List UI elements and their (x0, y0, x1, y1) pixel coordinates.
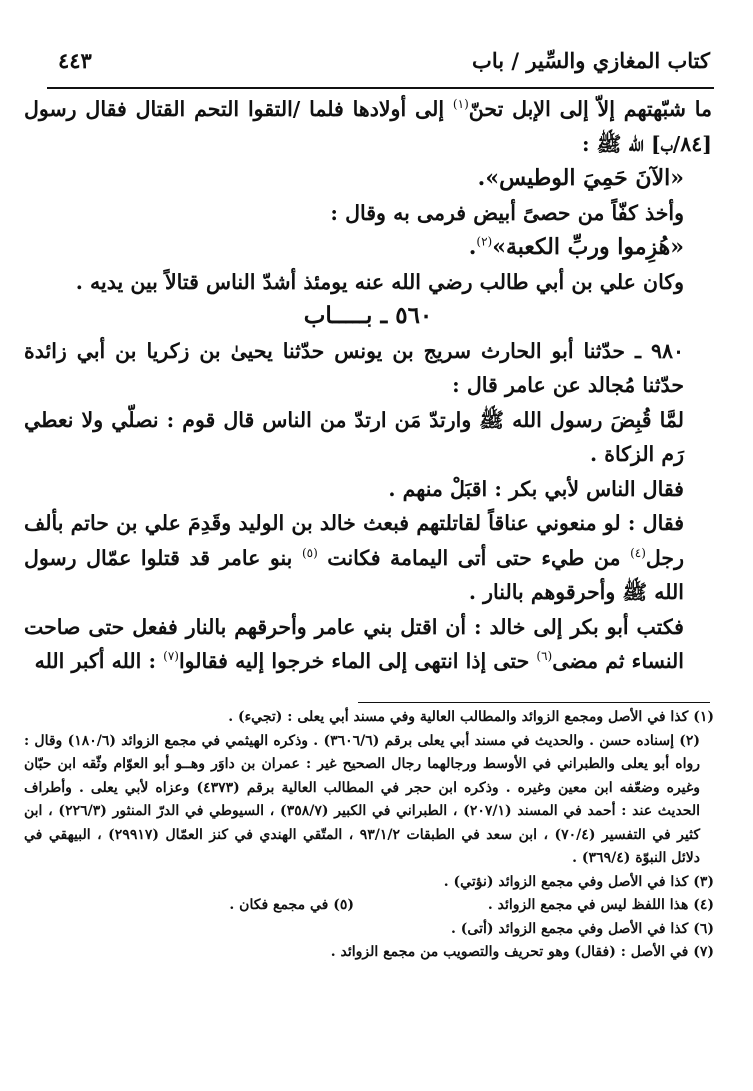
footnotes (24, 706, 714, 965)
footnote-4: (٤) هذا اللفظ ليس في مجمع الزوائد . (487, 897, 714, 913)
footnote-ref: (٢) (476, 234, 493, 249)
footnote-ref: (٧) (163, 649, 179, 664)
running-title: كتاب المغازي والسِّير / باب (472, 48, 710, 73)
footnote-ref: (١) (452, 97, 469, 112)
footnote-divider (358, 702, 710, 703)
paragraph: لمَّا قُبِضَ رسول الله ﷺ وارتدّ مَن ارتدّ من الناس قال قوم : نصلّي ولا نعطي رَم الزكاة . (24, 407, 684, 466)
footnote-5: (٥) في مجمع فكان . (229, 897, 354, 913)
paragraph: ما شبّهتهم إلاّ إلى الإبل تحنّ$^{(١)}$ إلى أولادها فلما /التقوا التحم القتال فقال رسول [٨٤/ب] الله ﷺ : (24, 97, 712, 156)
footnote-6: (٦) كذا في الأصل وفي مجمع الزوائد (أتى) . (451, 920, 714, 937)
footnote-ref: (٤) (630, 545, 646, 560)
hadith-quote: «هُزِموا وربِّ الكعبة»$^{(٢)}$. (468, 234, 684, 260)
footnote-2: (٢) إسناده حسن . والحديث في مسند أبي يعلى برقم (٣٦٠٦/٦) . وذكره الهيثمي في مجمع الزوائد (١٨٠/٦) وقال : رواه أبو يعلى والطبراني في الأوسط ورجالهما رجال الصحيح غير : عمران بن داوَر وهــو أبو العوّام وثّقه ابن حبّان وغيره وضعّفه ابن معين وغيره . وذكره ابن حجر في المطالب العالية برقم (٤٣٧٣) وعزاه لأبي يعلى . وأطراف الحديث عند : أحمد في المسند (٢٠٧/١) ، الطبراني في الكبير (٣٥٨/٧) ، السيوطي في الدرّ المنثور (٢٢٦/٣) ، ابن كثير في التفسير (٧٠/٤) ، ابن سعد في الطبقات ٩٣/١/٢ ، المتّقي الهندي في كنز العمّال (٢٩٩١٧) ، البيهقي في دلائل النبوّة (٣٦٩/٤) . (24, 732, 701, 866)
footnote-3: (٣) كذا في الأصل وفي مجمع الزوائد (نؤتي) . (443, 873, 714, 890)
footnote-7: (٧) في الأصل : (فقال) وهو تحريف والتصويب من مجمع الزوائد . (330, 944, 714, 960)
footnote-ref: (٦) (536, 649, 553, 664)
footnote-row (24, 894, 714, 918)
header-divider (47, 87, 714, 89)
main-text (24, 92, 712, 679)
paragraph: وأخذ كفّاً من حصىً أبيض فرمى به وقال : (330, 200, 684, 225)
paragraph: فقال : لو منعوني عناقاً لقاتلتهم فبعث خالد بن الوليد وقَدِمَ علي بن حاتم بألف رجل$^{(٤)}$ من طيء حتى أتى اليمامة فكانت $^{(٥)}$ بنو عامر قد قتلوا عمّال رسول الله ﷺ وأحرقوهم بالنار . (24, 511, 684, 604)
running-header (50, 42, 710, 82)
footnote-1: (١) كذا في الأصل ومجمع الزوائد والمطالب العالية وفي مسند أبي يعلى : (تجيء) . (228, 709, 714, 725)
hadith-isnad: ٩٨٠ ـ حدّثنا أبو الحارث سريج بن يونس حدّثنا يحيىٰ بن زكريا بن أبي زائدة حدّثنا مُجالد عن عامر قال : (24, 338, 684, 397)
paragraph: فقال الناس لأبي بكر : اقبَلْ منهم . (388, 476, 684, 501)
page-number: ٤٤٣ (58, 48, 92, 73)
hadith-quote: «الآنَ حَمِيَ الوطيس». (477, 165, 684, 191)
chapter-heading: ٥٦٠ ـ بـــــاب (303, 302, 433, 329)
paragraph: وكان علي بن أبي طالب رضي الله عنه يومئذ أشدّ الناس قتالاً بين يديه . (75, 269, 684, 294)
footnote-ref: (٥) (301, 545, 318, 560)
paragraph: فكتب أبو بكر إلى خالد : أن اقتل بني عامر وأحرقهم بالنار ففعل حتى صاحت النساء ثم مضى$^{(٦)}$ حتى إذا انتهى إلى الماء خرجوا إليه فقالوا$^{(٧)}$ : الله أكبر الله (24, 614, 684, 673)
